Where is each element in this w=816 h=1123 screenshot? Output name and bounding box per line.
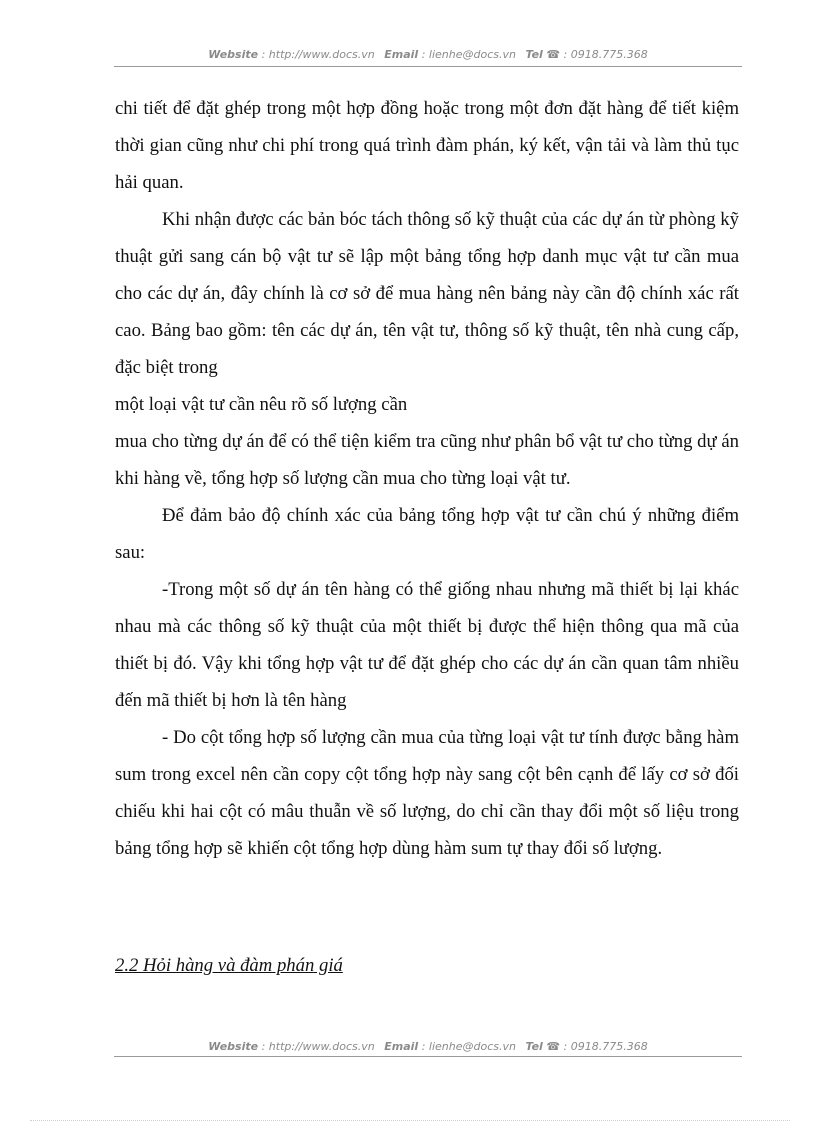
footer-tel-label: Tel — [525, 1040, 543, 1053]
document-body — [115, 90, 739, 867]
paragraph-6: -Trong một số dự án tên hàng có thể giống nhau nhưng mã thiết bị lại khác nhau mà các thông số kỹ thuật của một thiết bị được thể hiện thông qua mã của thiết bị đó. Vậy khi tổng hợp vật tư để đặt ghép cho các dự án cần quan tâm nhiều đến mã thiết bị hơn là tên hàng — [115, 579, 739, 711]
header-tel-label: Tel — [525, 48, 543, 61]
paragraph-4: mua cho từng dự án để có thể tiện kiểm tra cũng như phân bổ vật tư cho từng dự án khi hàng về, tổng hợp số lượng cần mua cho từng loại vật tư. — [115, 431, 739, 489]
page-edge-dotted-line — [30, 1120, 790, 1121]
header-divider — [114, 66, 742, 67]
footer-tel-value: ☎ : 0918.775.368 — [546, 1040, 648, 1053]
footer-email-label: Email — [384, 1040, 419, 1053]
paragraph-2: Khi nhận được các bản bóc tách thông số kỹ thuật của các dự án từ phòng kỹ thuật gửi sang cán bộ vật tư sẽ lập một bảng tổng hợp danh mục vật tư cần mua cho các dự án, đây chính là cơ sở để mua hàng nên bảng này cần độ chính xác rất cao. Bảng bao gồm: tên các dự án, tên vật tư, thông số kỹ thuật, tên nhà cung cấp, đặc biệt trong — [115, 209, 739, 378]
paragraph-7: - Do cột tổng hợp số lượng cần mua của từng loại vật tư tính được bằng hàm sum trong excel nên cần copy cột tổng hợp này sang cột bên cạnh để lấy cơ sở đối chiếu khi hai cột có mâu thuẫn về số lượng, do chỉ cần thay đổi một số liệu trong bảng tổng hợp sẽ khiến cột tổng hợp dùng hàm sum tự thay đổi số lượng. — [115, 727, 739, 859]
header-website-label: Website — [208, 48, 259, 61]
paragraph-5: Để đảm bảo độ chính xác của bảng tổng hợp vật tư cần chú ý những điểm sau: — [115, 505, 739, 563]
footer-divider — [114, 1056, 742, 1057]
page-header — [114, 48, 742, 61]
header-website-value: : http://www.docs.vn — [261, 48, 375, 61]
header-tel-value: ☎ : 0918.775.368 — [546, 48, 648, 61]
footer-website-value: : http://www.docs.vn — [261, 1040, 375, 1053]
paragraph-1: chi tiết để đặt ghép trong một hợp đồng hoặc trong một đơn đặt hàng để tiết kiệm thời gian cũng như chi phí trong quá trình đàm phán, ký kết, vận tải và làm thủ tục hải quan. — [115, 98, 739, 193]
header-email-value: : lienhe@docs.vn — [421, 48, 516, 61]
footer-website-label: Website — [208, 1040, 259, 1053]
paragraph-3: một loại vật tư cần nêu rõ số lượng cần — [115, 394, 408, 415]
section-heading: 2.2 Hỏi hàng và đàm phán giá — [115, 955, 343, 976]
header-email-label: Email — [384, 48, 419, 61]
footer-email-value: : lienhe@docs.vn — [421, 1040, 516, 1053]
page-footer — [114, 1040, 742, 1053]
